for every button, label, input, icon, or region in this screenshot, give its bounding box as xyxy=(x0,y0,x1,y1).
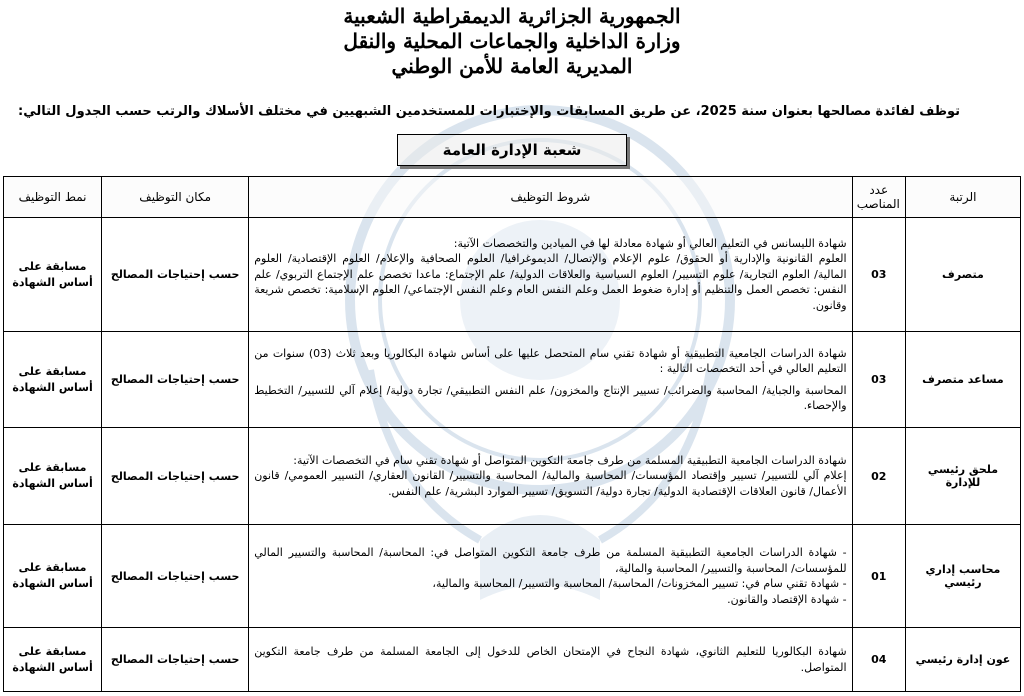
mode-line1: مسابقة على xyxy=(18,461,87,474)
header-posts-line2: المناصب xyxy=(856,197,900,211)
place-cell: حسب إحتياجات المصالح xyxy=(102,332,249,428)
posts-cell: 03 xyxy=(852,332,905,428)
condition-text: - شهادة الإقتصاد والقانون. xyxy=(727,592,847,606)
ministry-title: وزارة الداخلية والجماعات المحلية والنقل xyxy=(343,29,681,53)
condition-text: المحاسبة والجباية/ المحاسبة والضرائب/ تسيير الإنتاج والمخزون/ علم النفس التطبيقي/ تجارة دولية/ إعلام آلي للتسيير/ التخطيط والإحصاء. xyxy=(254,383,847,412)
recruitment-table xyxy=(3,176,1021,692)
condition-text: شهادة الليسانس في التعليم العالي أو شهادة معادلة لها في الميادين والتخصصات الآتية: xyxy=(453,236,847,250)
table-header-row xyxy=(4,177,1021,218)
mode-line1: مسابقة على xyxy=(18,561,87,574)
mode-cell xyxy=(4,332,102,428)
condition-text: - شهادة تقني سام في: تسيير المخزونات/ المحاسبة/ المحاسبة والتسيير/ المحاسبة والمالية، xyxy=(432,577,847,590)
rank-cell: عون إدارة رئيسي xyxy=(905,628,1020,692)
header-conditions: شروط التوظيف xyxy=(249,177,852,218)
mode-line1: مسابقة على xyxy=(18,259,87,273)
condition-text: شهادة الدراسات الجامعية التطبيقية المسلمة من طرف جامعة التكوين المتواصل أو شهادة تقني سام في التخصصات الآتية: xyxy=(293,453,847,467)
condition-text: - شهادة الدراسات الجامعية التطبيقية المسلمة من طرف جامعة التكوين المتواصل في: المحاسبة/ المحاسبة والتسيير المالي للمؤسسات/ المحاسبة والتسيير/ المحاسبة والمالية، xyxy=(254,546,847,575)
condition-text: إعلام آلي للتسيير/ تسيير وإقتصاد المؤسسات/ المحاسبة والمالية/ المحاسبة والتسيير/ القانون العقاري/ التسيير العمومي/ قانون الأعمال/ قانون العلاقات الإقتصادية الدولية/ تجارة دولية/ التسويق/ تسيير الموارد البشرية/ علم النفس. xyxy=(254,469,847,498)
posts-cell: 03 xyxy=(852,218,905,332)
header-posts-line1: عدد xyxy=(869,183,889,197)
branch-title: شعبة الإدارة العامة xyxy=(397,134,627,166)
rank-cell: متصرف xyxy=(905,218,1020,332)
country-title: الجمهورية الجزائرية الديمقراطية الشعبية xyxy=(343,4,681,28)
conditions-cell xyxy=(249,218,852,332)
mode-cell xyxy=(4,218,102,332)
rank-cell: محاسب إداري رئيسي xyxy=(905,525,1020,628)
mode-line2: أساس الشهادة xyxy=(12,477,93,490)
header-place: مكان التوظيف xyxy=(102,177,249,218)
posts-cell: 01 xyxy=(852,525,905,628)
conditions-cell xyxy=(249,628,852,692)
mode-line2: أساس الشهادة xyxy=(12,577,93,590)
condition-text: العلوم القانونية والإدارية أو الحقوق/ علوم الإعلام والإتصال/ الديموغرافيا/ العلوم الصحافية والإعلام/ العلوم الإقتصادية/ العلوم المالية/ العلوم التجارية/ علوم التسيير/ العلوم السياسية والعلاقات الدولية/ علم الإجتماع: ماعدا تخصص علم الإجتماع التربوي/ علم النفس: تخصص العمل والتنظيم أو إدارة ضغوط العمل وعلم النفس العام وعلم النفس الإجتماعي/ العلوم الإسلامية: تخصص شريعة وقانون. xyxy=(254,252,847,312)
header-rank: الرتبة xyxy=(905,177,1020,218)
header-mode: نمط التوظيف xyxy=(4,177,102,218)
mode-cell xyxy=(4,525,102,628)
condition-text: شهادة البكالوريا للتعليم الثانوي، شهادة النجاح في الإمتحان الخاص للدخول إلى الجامعة المسلمة من طرف جامعة التكوين المتواصل. xyxy=(254,645,847,674)
mode-line1: مسابقة على xyxy=(18,364,87,378)
document-header xyxy=(0,0,1024,79)
condition-text: شهادة الدراسات الجامعية التطبيقية أو شهادة تقني سام المتحصل عليها على أساس شهادة البكالوريا وبعد ثلاث (03) سنوات من التعليم العالي في أحد التخصصات التالية : xyxy=(254,346,847,375)
table-row xyxy=(4,525,1021,628)
table-row xyxy=(4,218,1021,332)
mode-cell xyxy=(4,628,102,692)
place-cell: حسب إحتياجات المصالح xyxy=(102,525,249,628)
mode-line1: مسابقة على xyxy=(18,644,87,658)
place-cell: حسب إحتياجات المصالح xyxy=(102,628,249,692)
conditions-cell xyxy=(249,428,852,525)
intro-text: توظف لفائدة مصالحها بعنوان سنة 2025، عن طريق المسابقات والإختبارات للمستخدمين الشبهيين في مختلف الأسلاك والرتب حسب الجدول التالي: xyxy=(18,104,960,119)
posts-cell: 02 xyxy=(852,428,905,525)
table-row xyxy=(4,332,1021,428)
directorate-title: المديرية العامة للأمن الوطني xyxy=(391,54,633,78)
place-cell: حسب إحتياجات المصالح xyxy=(102,428,249,525)
conditions-cell xyxy=(249,525,852,628)
mode-line2: أساس الشهادة xyxy=(12,660,93,674)
rank-cell: ملحق رئيسي للإدارة xyxy=(905,428,1020,525)
mode-line2: أساس الشهادة xyxy=(12,380,93,394)
place-cell: حسب إحتياجات المصالح xyxy=(102,218,249,332)
conditions-cell xyxy=(249,332,852,428)
posts-cell: 04 xyxy=(852,628,905,692)
rank-cell: مساعد متصرف xyxy=(905,332,1020,428)
table-row xyxy=(4,428,1021,525)
table-row xyxy=(4,628,1021,692)
header-posts xyxy=(852,177,905,218)
mode-cell xyxy=(4,428,102,525)
mode-line2: أساس الشهادة xyxy=(12,275,93,289)
